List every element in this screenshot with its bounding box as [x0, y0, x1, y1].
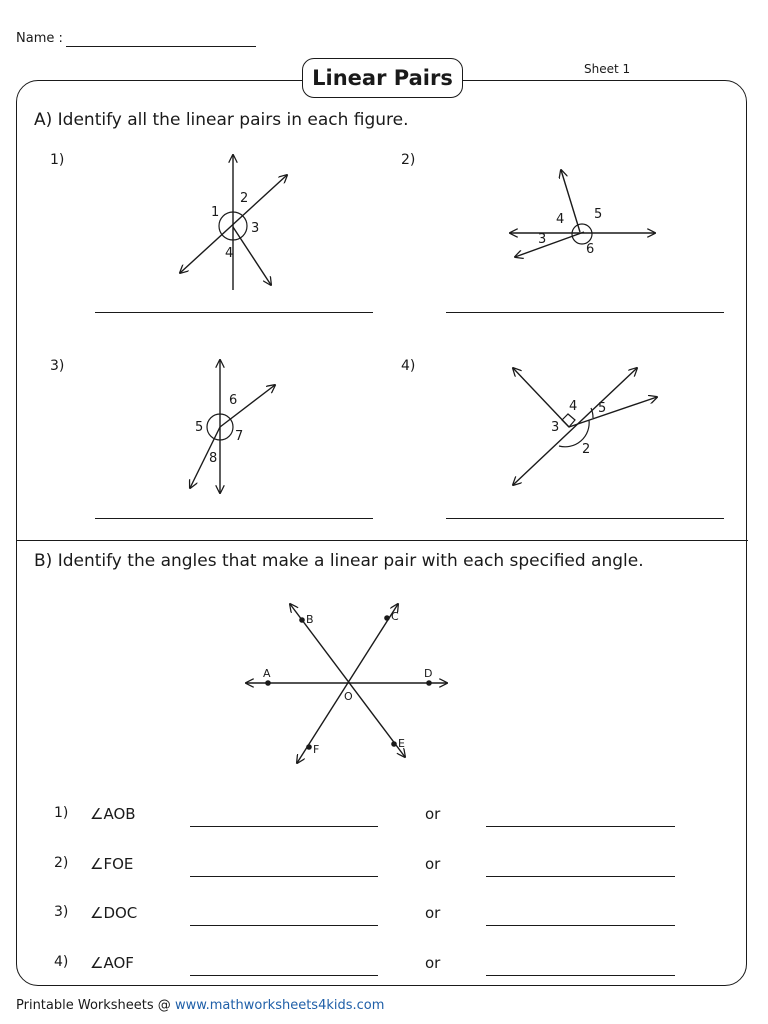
point-b-label: B — [306, 613, 314, 626]
question-2-or: or — [425, 855, 441, 873]
point-d-label: D — [424, 667, 433, 680]
name-label: Name : — [16, 31, 63, 46]
question-3-answer-line-2[interactable] — [486, 925, 675, 926]
question-1-or: or — [425, 805, 441, 823]
part-a-instruction: A) Identify all the linear pairs in each figure. — [34, 110, 409, 130]
question-2-answer-line-1[interactable] — [190, 876, 378, 877]
figure-3-label-6: 6 — [229, 393, 238, 408]
figure-4-number: 4) — [401, 358, 416, 374]
figure-4-answer-line[interactable] — [446, 518, 724, 519]
figure-2-label-3: 3 — [538, 232, 547, 247]
question-4-angle: ∠AOF — [90, 954, 134, 972]
name-answer-line[interactable] — [66, 46, 256, 47]
question-3-angle: ∠DOC — [90, 904, 138, 922]
figure-2-answer-line[interactable] — [446, 312, 724, 313]
figure-4-label-5: 5 — [598, 401, 607, 416]
figure-1-answer-line[interactable] — [95, 312, 373, 313]
question-4-answer-line-2[interactable] — [486, 975, 675, 976]
figure-1-diagram — [170, 150, 300, 295]
figure-2-number: 2) — [401, 152, 416, 168]
point-a-label: A — [263, 667, 271, 680]
point-f-label: F — [313, 743, 320, 756]
point-o-label: O — [344, 690, 353, 703]
sheet-label: Sheet 1 — [584, 62, 631, 76]
figure-1-number: 1) — [50, 152, 65, 168]
worksheet-title: Linear Pairs — [302, 58, 463, 98]
question-3-or: or — [425, 904, 441, 922]
point-c-label: C — [391, 610, 399, 623]
question-1-angle: ∠AOB — [90, 805, 136, 823]
figure-4-diagram — [505, 360, 665, 490]
part-b-diagram — [240, 596, 455, 771]
figure-3-label-5: 5 — [195, 420, 204, 435]
figure-1-label-1: 1 — [211, 205, 220, 220]
question-4-or: or — [425, 954, 441, 972]
figure-3-number: 3) — [50, 358, 65, 374]
question-2-answer-line-2[interactable] — [486, 876, 675, 877]
figure-2-diagram — [505, 165, 665, 265]
figure-1-label-4: 4 — [225, 246, 234, 261]
figure-2-label-5: 5 — [594, 207, 603, 222]
footer-prefix: Printable Worksheets @ — [16, 998, 175, 1013]
question-4-answer-line-1[interactable] — [190, 975, 378, 976]
figure-2-label-6: 6 — [586, 242, 595, 257]
figure-4-label-4: 4 — [569, 399, 578, 414]
question-3-number: 3) — [54, 904, 69, 920]
question-2-number: 2) — [54, 855, 69, 871]
question-2-angle: ∠FOE — [90, 855, 134, 873]
question-1-number: 1) — [54, 805, 69, 821]
figure-2-label-4: 4 — [556, 212, 565, 227]
section-divider — [17, 540, 748, 541]
question-3-answer-line-1[interactable] — [190, 925, 378, 926]
question-1-answer-line-1[interactable] — [190, 826, 378, 827]
question-1-answer-line-2[interactable] — [486, 826, 675, 827]
figure-3-diagram — [180, 355, 290, 500]
figure-1-label-3: 3 — [251, 221, 260, 236]
figure-1-label-2: 2 — [240, 191, 249, 206]
figure-3-answer-line[interactable] — [95, 518, 373, 519]
figure-3-label-7: 7 — [235, 429, 244, 444]
footer-url-link[interactable]: www.mathworksheets4kids.com — [174, 998, 385, 1013]
point-e-label: E — [398, 737, 405, 750]
question-4-number: 4) — [54, 954, 69, 970]
part-b-instruction: B) Identify the angles that make a linear pair with each specified angle. — [34, 551, 644, 571]
figure-4-label-2: 2 — [582, 442, 591, 457]
footer — [16, 998, 384, 1013]
figure-4-label-3: 3 — [551, 420, 560, 435]
figure-3-label-8: 8 — [209, 451, 218, 466]
